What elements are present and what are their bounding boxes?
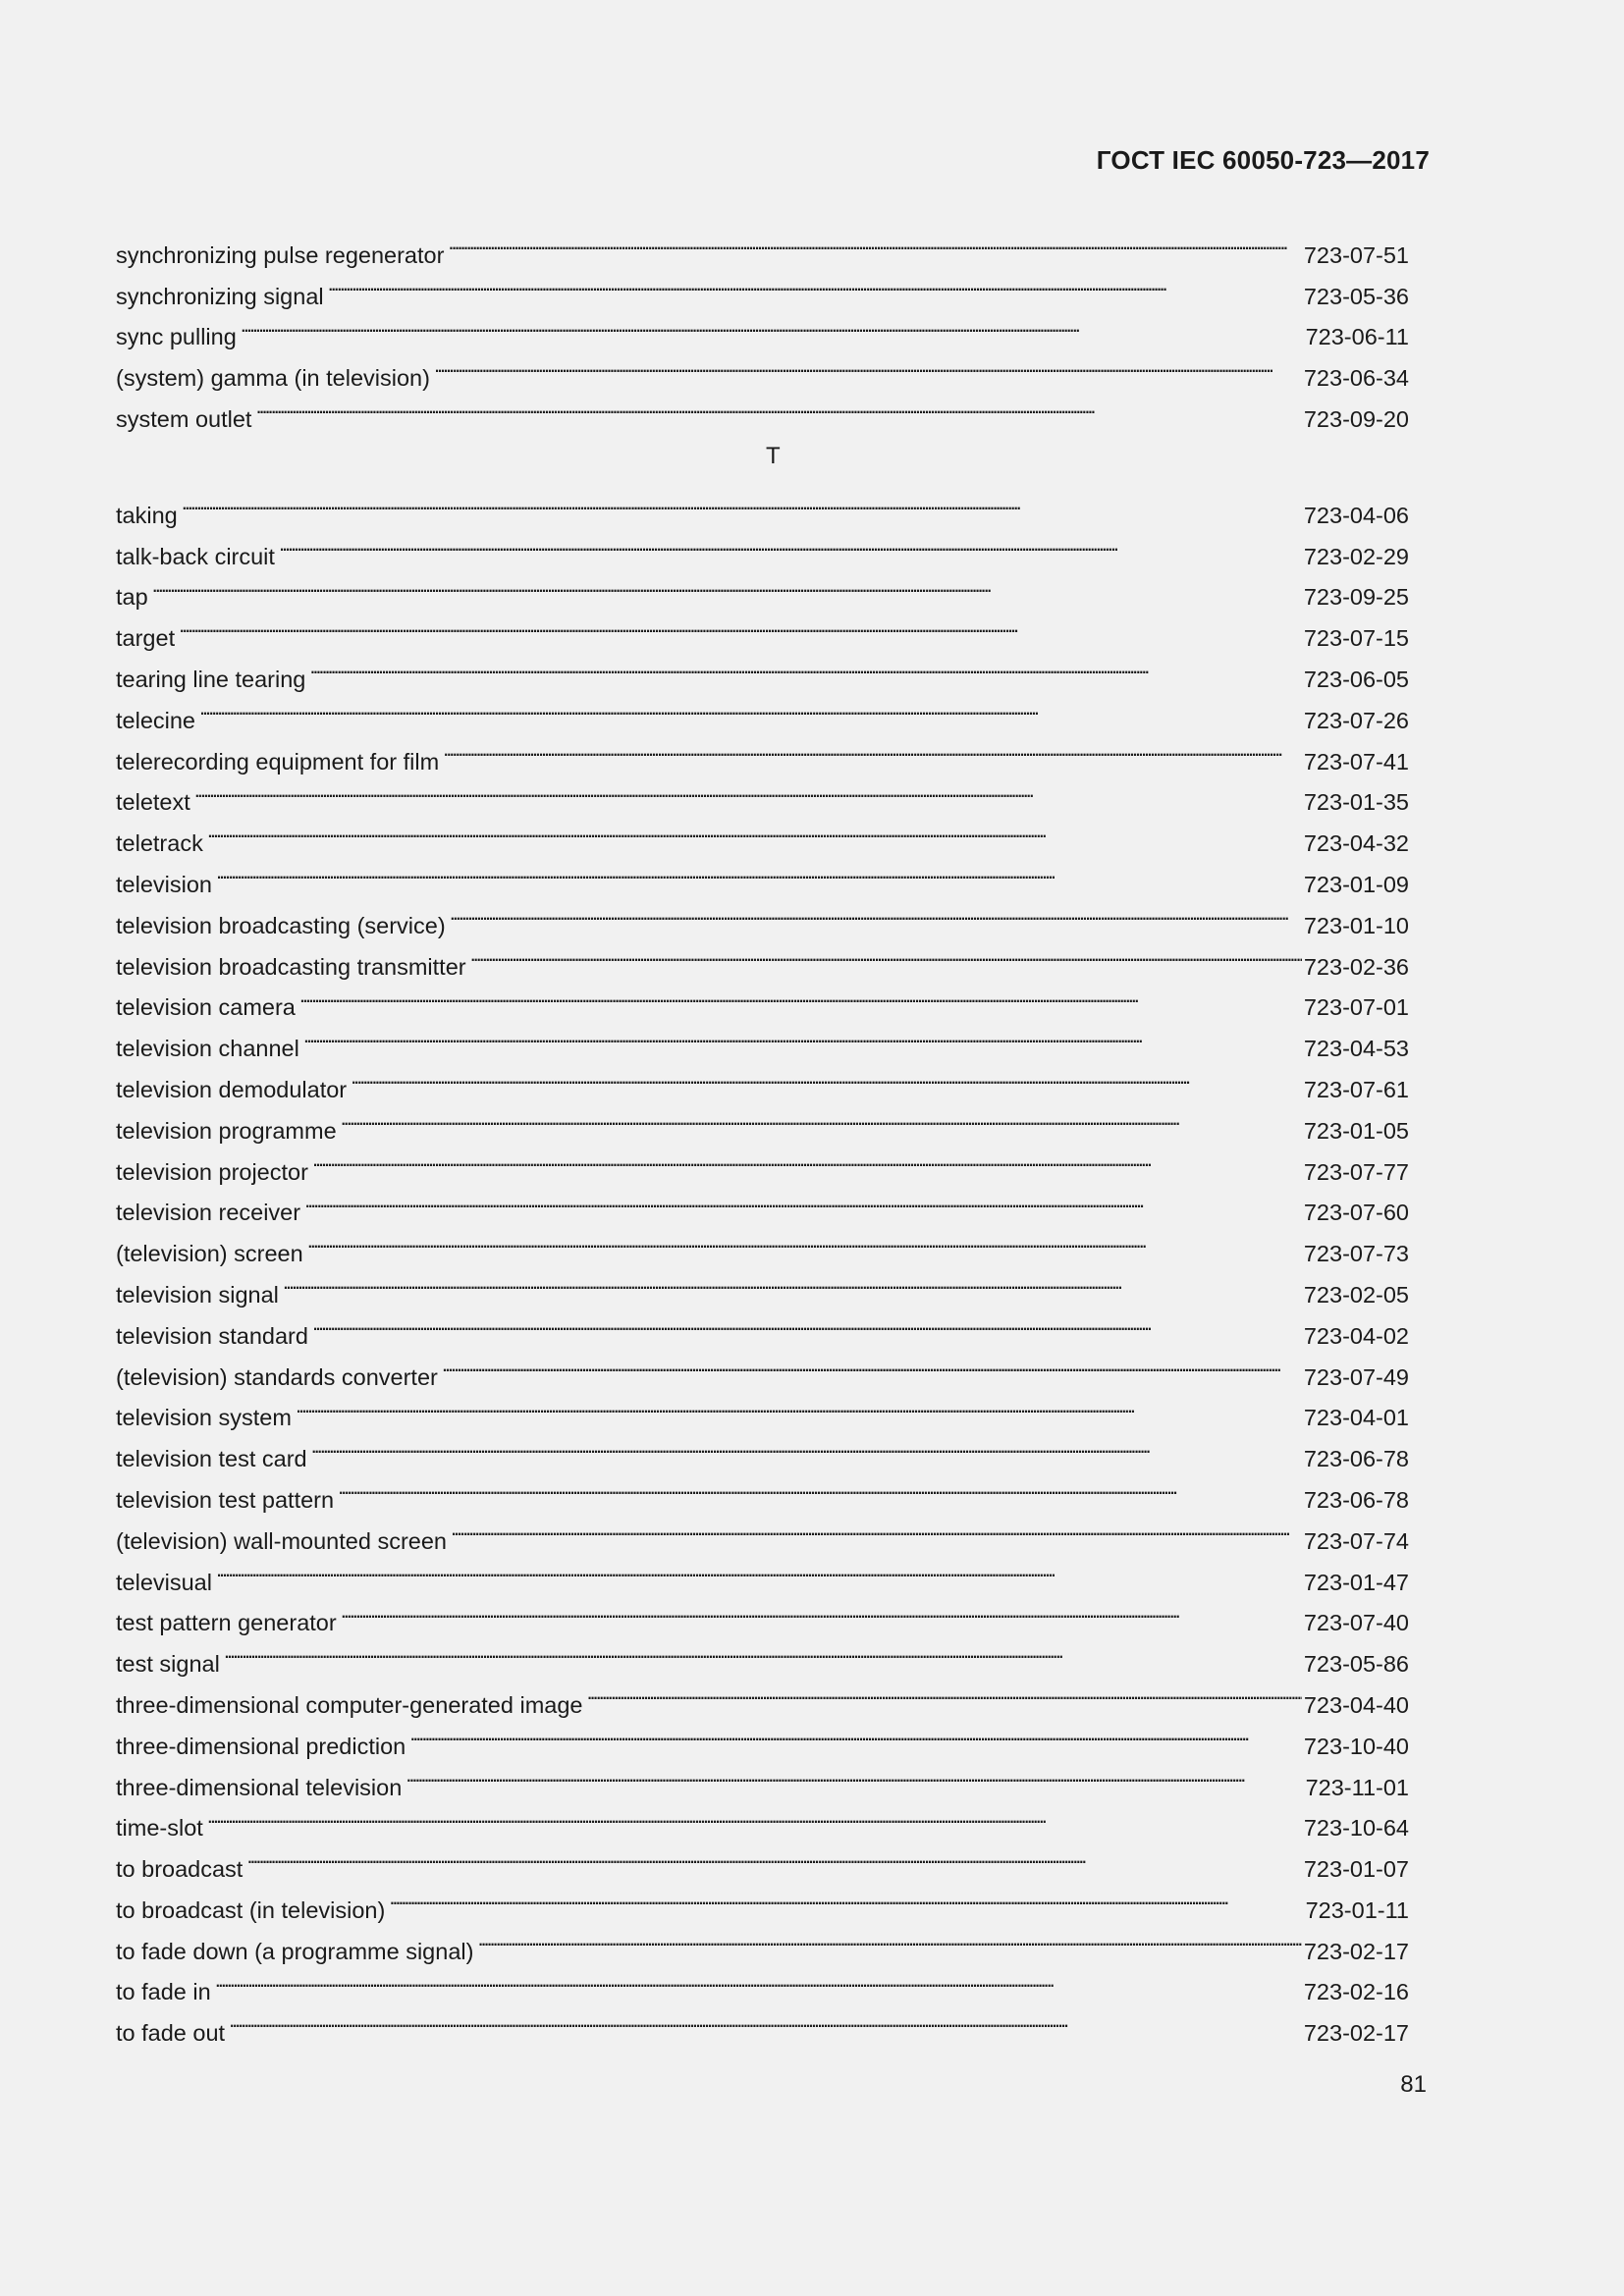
dot-leader — [216, 851, 1302, 892]
index-reference: 723-04-06 — [1303, 502, 1409, 528]
dot-leader — [207, 810, 1302, 851]
index-term: telerecording equipment for film — [116, 748, 440, 774]
index-term: tap — [116, 584, 148, 611]
index-reference: 723-07-41 — [1303, 748, 1409, 774]
dot-leader — [215, 1959, 1302, 2001]
index-entry — [116, 564, 1409, 611]
index-reference: 723-07-26 — [1303, 707, 1409, 733]
index-term: television test card — [116, 1446, 307, 1472]
index-term: television programme — [116, 1117, 337, 1144]
index-entry — [116, 605, 1409, 652]
dot-leader — [406, 1754, 1303, 1795]
index-entry — [116, 770, 1409, 816]
index-term: (television) wall-mounted screen — [116, 1527, 447, 1554]
index-entry — [116, 810, 1409, 857]
index-reference: 723-07-77 — [1303, 1158, 1409, 1185]
index-reference: 723-02-16 — [1303, 1979, 1409, 2005]
index-entry — [116, 646, 1409, 692]
index-reference: 723-06-78 — [1303, 1486, 1409, 1513]
dot-leader — [304, 1180, 1302, 1221]
dot-leader — [309, 646, 1302, 687]
dot-leader — [312, 1303, 1302, 1344]
index-term: to fade in — [116, 1979, 211, 2005]
index-reference: 723-07-01 — [1303, 994, 1409, 1021]
index-entry — [116, 1180, 1409, 1226]
dot-leader — [279, 523, 1302, 564]
index-entry — [116, 1056, 1409, 1102]
index-reference: 723-02-29 — [1303, 543, 1409, 569]
dot-leader — [299, 975, 1302, 1016]
dot-leader — [283, 1261, 1302, 1303]
index-term: synchronizing signal — [116, 283, 324, 309]
index-term: television broadcasting transmitter — [116, 953, 466, 980]
index-reference: 723-01-09 — [1303, 871, 1409, 897]
index-entry — [116, 1672, 1409, 1718]
index-entry — [116, 728, 1409, 774]
dot-leader — [216, 1549, 1302, 1590]
index-term: (television) screen — [116, 1241, 303, 1267]
index-reference: 723-07-60 — [1303, 1200, 1409, 1226]
index-reference: 723-09-20 — [1303, 405, 1409, 432]
dot-leader — [194, 770, 1302, 811]
index-term: three-dimensional computer-generated image — [116, 1691, 583, 1718]
index-reference: 723-07-74 — [1303, 1527, 1409, 1554]
index-entry — [116, 1385, 1409, 1431]
index-entry — [116, 1220, 1409, 1267]
index-term: synchronizing pulse regenerator — [116, 241, 445, 268]
index-reference: 723-01-10 — [1303, 912, 1409, 938]
dot-leader — [224, 1630, 1302, 1672]
index-term: time-slot — [116, 1815, 203, 1842]
index-list-s — [116, 222, 1409, 432]
index-term: to broadcast (in television) — [116, 1896, 386, 1923]
index-term: television standard — [116, 1322, 308, 1349]
index-reference: 723-01-05 — [1303, 1117, 1409, 1144]
index-term: to fade down (a programme signal) — [116, 1938, 474, 1964]
index-reference: 723-07-15 — [1303, 625, 1409, 652]
dot-leader — [470, 934, 1302, 975]
index-term: (television) standards converter — [116, 1363, 438, 1390]
dot-leader — [451, 1508, 1302, 1549]
index-reference: 723-06-11 — [1305, 324, 1409, 350]
index-reference: 723-11-01 — [1305, 1774, 1409, 1800]
dot-leader — [448, 222, 1301, 263]
index-reference: 723-02-05 — [1303, 1281, 1409, 1308]
index-reference: 723-07-73 — [1303, 1241, 1409, 1267]
index-entry — [116, 1877, 1409, 1923]
index-reference: 723-10-64 — [1303, 1815, 1409, 1842]
index-term: target — [116, 625, 176, 652]
index-entry — [116, 1303, 1409, 1349]
dot-leader — [207, 1795, 1302, 1837]
dot-leader — [477, 1918, 1301, 1959]
index-reference: 723-05-86 — [1303, 1651, 1409, 1678]
dot-leader — [450, 892, 1302, 934]
index-term: taking — [116, 502, 178, 528]
dot-leader — [341, 1590, 1302, 1631]
dot-leader — [182, 482, 1302, 523]
index-entry — [116, 386, 1409, 432]
index-reference: 723-02-36 — [1303, 953, 1409, 980]
index-entry — [116, 1836, 1409, 1883]
index-term: television demodulator — [116, 1076, 348, 1102]
dot-leader — [152, 564, 1302, 606]
index-term: sync pulling — [116, 324, 237, 350]
index-entry — [116, 2000, 1409, 2047]
index-reference: 723-04-40 — [1303, 1691, 1409, 1718]
index-entry — [116, 222, 1409, 268]
dot-leader — [443, 728, 1302, 770]
index-term: system outlet — [116, 405, 252, 432]
index-entry — [116, 1425, 1409, 1472]
index-entry — [116, 523, 1409, 569]
dot-leader — [434, 345, 1302, 386]
index-reference: 723-01-11 — [1305, 1896, 1409, 1923]
index-reference: 723-01-35 — [1303, 789, 1409, 816]
index-entry — [116, 1261, 1409, 1308]
index-reference: 723-06-05 — [1303, 666, 1409, 692]
index-entry — [116, 892, 1409, 938]
dot-leader — [311, 1425, 1302, 1467]
index-term: teletrack — [116, 830, 203, 857]
index-reference: 723-07-49 — [1303, 1363, 1409, 1390]
index-reference: 723-07-40 — [1303, 1610, 1409, 1636]
index-term: television signal — [116, 1281, 279, 1308]
index-term: telecine — [116, 707, 195, 733]
index-term: test signal — [116, 1651, 220, 1678]
index-entry — [116, 1959, 1409, 2005]
dot-leader — [229, 2000, 1302, 2041]
index-entry — [116, 1590, 1409, 1636]
index-entry — [116, 482, 1409, 528]
index-entry — [116, 1630, 1409, 1678]
index-term: to broadcast — [116, 1856, 244, 1883]
index-term: test pattern generator — [116, 1610, 337, 1636]
index-entry — [116, 1549, 1409, 1595]
index-entry — [116, 304, 1409, 350]
dot-leader — [328, 263, 1302, 304]
dot-leader — [303, 1015, 1302, 1056]
index-reference: 723-10-40 — [1303, 1733, 1409, 1759]
index-term: television projector — [116, 1158, 308, 1185]
index-term: three-dimensional television — [116, 1774, 403, 1800]
index-term: television — [116, 871, 212, 897]
index-entry — [116, 345, 1409, 392]
index-reference: 723-06-78 — [1303, 1446, 1409, 1472]
dot-leader — [307, 1220, 1302, 1261]
dot-leader — [442, 1344, 1302, 1385]
index-term: to fade out — [116, 2020, 226, 2047]
dot-leader — [179, 605, 1302, 646]
dot-leader — [341, 1097, 1302, 1139]
page-number: 81 — [1400, 2071, 1427, 2098]
dot-leader — [199, 687, 1302, 728]
dot-leader — [389, 1877, 1303, 1918]
dot-leader — [241, 304, 1304, 346]
index-term: television channel — [116, 1036, 299, 1062]
index-reference: 723-09-25 — [1303, 584, 1409, 611]
index-entry — [116, 1795, 1409, 1842]
index-list-t — [116, 482, 1409, 2047]
index-reference: 723-07-51 — [1303, 241, 1409, 268]
dot-leader — [255, 386, 1301, 427]
index-reference: 723-01-07 — [1303, 1856, 1409, 1883]
index-term: television receiver — [116, 1200, 301, 1226]
index-entry — [116, 1015, 1409, 1062]
index-reference: 723-04-02 — [1303, 1322, 1409, 1349]
index-reference: 723-06-34 — [1303, 365, 1409, 392]
index-term: television camera — [116, 994, 296, 1021]
index-term: (system) gamma (in television) — [116, 365, 430, 392]
dot-leader — [351, 1056, 1302, 1097]
index-reference: 723-02-17 — [1303, 1938, 1409, 1964]
index-term: television test pattern — [116, 1486, 335, 1513]
dot-leader — [296, 1385, 1302, 1426]
dot-leader — [409, 1713, 1302, 1754]
dot-leader — [246, 1836, 1302, 1877]
index-reference: 723-07-61 — [1303, 1076, 1409, 1102]
index-term: televisual — [116, 1569, 212, 1595]
index-term: teletext — [116, 789, 190, 816]
index-term: television system — [116, 1405, 292, 1431]
dot-leader — [587, 1672, 1302, 1713]
index-reference: 723-05-36 — [1303, 283, 1409, 309]
index-term: three-dimensional prediction — [116, 1733, 406, 1759]
dot-leader — [338, 1467, 1302, 1508]
section-letter-heading: T — [766, 443, 781, 469]
index-entry — [116, 687, 1409, 733]
index-reference: 723-04-53 — [1303, 1036, 1409, 1062]
dot-leader — [312, 1139, 1302, 1180]
index-term: talk-back circuit — [116, 543, 275, 569]
index-reference: 723-04-01 — [1303, 1405, 1409, 1431]
index-reference: 723-01-47 — [1303, 1569, 1409, 1595]
index-reference: 723-02-17 — [1303, 2020, 1409, 2047]
page-header: ГОСТ IEC 60050-723—2017 — [1096, 145, 1430, 175]
index-entry — [116, 851, 1409, 897]
index-entry — [116, 975, 1409, 1021]
index-term: tearing line tearing — [116, 666, 306, 692]
index-term: television broadcasting (service) — [116, 912, 446, 938]
index-reference: 723-04-32 — [1303, 830, 1409, 857]
